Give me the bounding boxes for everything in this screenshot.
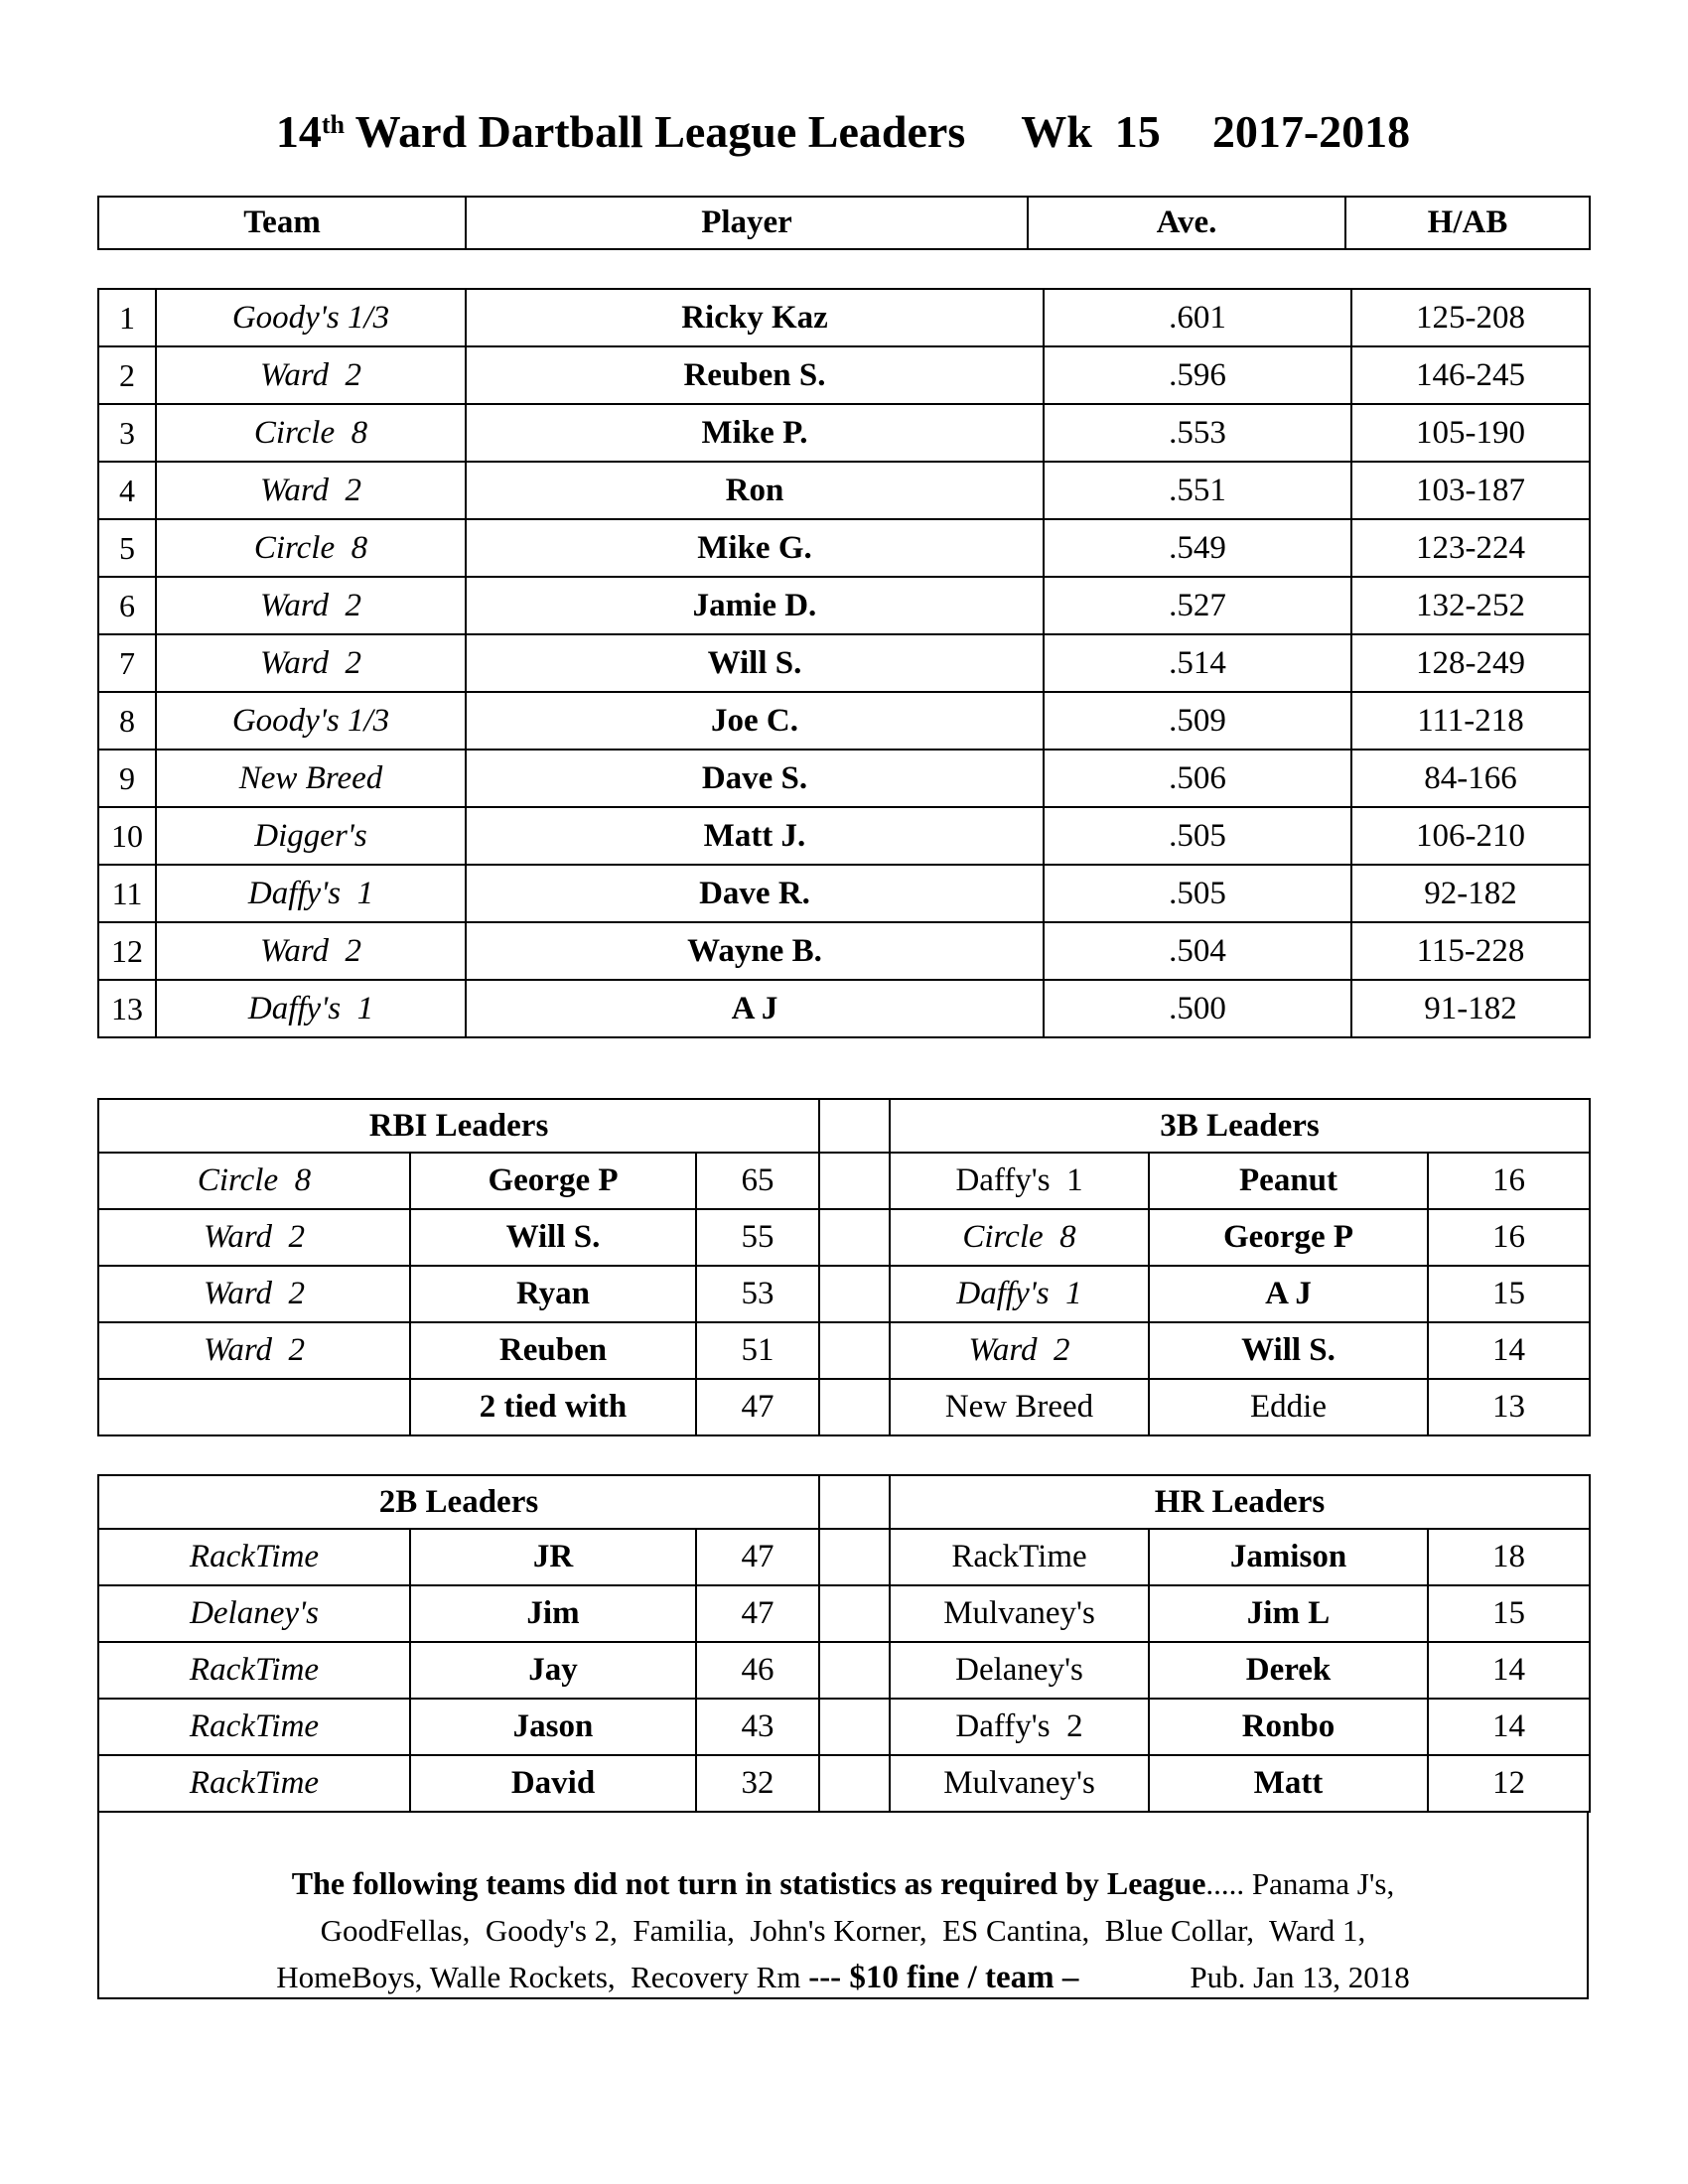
player-cell: Matt J.: [466, 807, 1044, 865]
gap-cell: [819, 1379, 890, 1435]
ave-cell: .504: [1044, 922, 1351, 980]
gap-cell: [819, 1699, 890, 1755]
standings-row: [98, 519, 1590, 577]
player-cell: Wayne B.: [466, 922, 1044, 980]
leader-value-cell: 16: [1428, 1209, 1590, 1266]
team-cell: Daffy's 1: [156, 980, 466, 1037]
footer-line-1: [99, 1860, 1587, 1907]
leaders-row: [98, 1209, 1590, 1266]
leaders-row: [98, 1379, 1590, 1435]
player-cell: Mike G.: [466, 519, 1044, 577]
team-cell: Circle 8: [156, 404, 466, 462]
leader-value-cell: 51: [696, 1322, 819, 1379]
leader-player-cell: Jim: [410, 1585, 696, 1642]
leader-team-cell: Daffy's 1: [890, 1153, 1149, 1209]
leader-value-cell: 16: [1428, 1153, 1590, 1209]
title-rest: Ward Dartball League Leaders: [344, 106, 966, 157]
leader-value-cell: 65: [696, 1153, 819, 1209]
leader-player-cell: JR: [410, 1529, 696, 1585]
leader-player-cell: Eddie: [1149, 1379, 1428, 1435]
rank-cell: 2: [98, 346, 156, 404]
hab-cell: 128-249: [1351, 634, 1590, 692]
leader-value-cell: 14: [1428, 1322, 1590, 1379]
standings-row: [98, 807, 1590, 865]
leader-player-cell: Reuben: [410, 1322, 696, 1379]
title-week: Wk 15: [1021, 106, 1161, 157]
team-header-cell: Team: [98, 197, 466, 249]
footer-line-3: [99, 1954, 1587, 2001]
ave-cell: .505: [1044, 865, 1351, 922]
standings-row: [98, 577, 1590, 634]
team-cell: Digger's: [156, 807, 466, 865]
leaders-header-row: [98, 1099, 1590, 1153]
player-cell: Mike P.: [466, 404, 1044, 462]
title-ordinal: th: [321, 110, 345, 139]
rank-cell: 4: [98, 462, 156, 519]
leader-player-cell: Jay: [410, 1642, 696, 1699]
leader-team-cell: Delaney's: [890, 1642, 1149, 1699]
leader-player-cell: Peanut: [1149, 1153, 1428, 1209]
footer-line-2: GoodFellas, Goody's 2, Familia, John's Korner, ES Cantina, Blue Collar, Ward 1,: [320, 1913, 1366, 1948]
leader-player-cell: Ronbo: [1149, 1699, 1428, 1755]
leader-team-cell: Ward 2: [890, 1322, 1149, 1379]
standings-row: [98, 289, 1590, 346]
leader-player-cell: George P: [410, 1153, 696, 1209]
team-cell: Daffy's 1: [156, 865, 466, 922]
leader-value-cell: 32: [696, 1755, 819, 1812]
ave-cell: .553: [1044, 404, 1351, 462]
player-cell: Dave R.: [466, 865, 1044, 922]
leader-player-cell: Jamison: [1149, 1529, 1428, 1585]
standings-row: [98, 634, 1590, 692]
rank-cell: 10: [98, 807, 156, 865]
ave-cell: .506: [1044, 750, 1351, 807]
standings-row: [98, 692, 1590, 750]
standings-row: [98, 865, 1590, 922]
rank-cell: 1: [98, 289, 156, 346]
leader-value-cell: 15: [1428, 1266, 1590, 1322]
leaders-header-row: [98, 1475, 1590, 1529]
gap-cell: [819, 1099, 890, 1153]
leader-team-cell: Ward 2: [98, 1266, 410, 1322]
player-cell: Reuben S.: [466, 346, 1044, 404]
ave-cell: .514: [1044, 634, 1351, 692]
rbi-3b-leaders-table: [97, 1098, 1591, 1436]
team-cell: Ward 2: [156, 922, 466, 980]
player-cell: Will S.: [466, 634, 1044, 692]
leader-team-cell: Circle 8: [98, 1153, 410, 1209]
rank-cell: 5: [98, 519, 156, 577]
team-cell: Ward 2: [156, 577, 466, 634]
title-text: [276, 106, 965, 157]
leader-value-cell: 18: [1428, 1529, 1590, 1585]
leader-player-cell: George P: [1149, 1209, 1428, 1266]
leader-value-cell: 12: [1428, 1755, 1590, 1812]
leader-team-cell: Circle 8: [890, 1209, 1149, 1266]
gap-cell: [819, 1755, 890, 1812]
threeb-leaders-title: 3B Leaders: [890, 1099, 1590, 1153]
ave-cell: .551: [1044, 462, 1351, 519]
leader-team-cell: Daffy's 1: [890, 1266, 1149, 1322]
leader-value-cell: 47: [696, 1529, 819, 1585]
player-cell: Joe C.: [466, 692, 1044, 750]
leader-player-cell: Will S.: [410, 1209, 696, 1266]
title-number: 14: [275, 106, 322, 157]
leader-value-cell: 46: [696, 1642, 819, 1699]
leader-player-cell: Jim L: [1149, 1585, 1428, 1642]
hab-header-cell: H/AB: [1345, 197, 1590, 249]
leader-value-cell: 15: [1428, 1585, 1590, 1642]
leader-team-cell: [98, 1379, 410, 1435]
leader-team-cell: RackTime: [98, 1529, 410, 1585]
leaders-row: [98, 1755, 1590, 1812]
hab-cell: 123-224: [1351, 519, 1590, 577]
footer-line-3-bold: --- $10 fine / team –: [808, 1960, 1079, 1995]
gap-cell: [819, 1642, 890, 1699]
standings-header-row: [98, 197, 1590, 249]
leader-value-cell: 14: [1428, 1699, 1590, 1755]
leaders-row: [98, 1585, 1590, 1642]
team-cell: Ward 2: [156, 634, 466, 692]
gap-cell: [819, 1585, 890, 1642]
leader-player-cell: Matt: [1149, 1755, 1428, 1812]
leader-team-cell: New Breed: [890, 1379, 1149, 1435]
ave-cell: .596: [1044, 346, 1351, 404]
team-cell: Goody's 1/3: [156, 692, 466, 750]
footer-line-1-bold: The following teams did not turn in statistics as required by League: [291, 1865, 1206, 1901]
ave-cell: .601: [1044, 289, 1351, 346]
title-season: 2017-2018: [1211, 106, 1411, 157]
rank-cell: 11: [98, 865, 156, 922]
player-cell: Jamie D.: [466, 577, 1044, 634]
rank-cell: 7: [98, 634, 156, 692]
standings-row: [98, 462, 1590, 519]
hab-cell: 146-245: [1351, 346, 1590, 404]
leader-player-cell: Jason: [410, 1699, 696, 1755]
rank-cell: 6: [98, 577, 156, 634]
leaders-row: [98, 1266, 1590, 1322]
team-cell: Ward 2: [156, 346, 466, 404]
gap-cell: [819, 1266, 890, 1322]
rank-cell: 9: [98, 750, 156, 807]
leader-value-cell: 13: [1428, 1379, 1590, 1435]
leader-value-cell: 55: [696, 1209, 819, 1266]
footer-note-box: [97, 1811, 1589, 1999]
rbi-leaders-title: RBI Leaders: [98, 1099, 819, 1153]
rank-cell: 13: [98, 980, 156, 1037]
standings-row: [98, 922, 1590, 980]
twob-hr-leaders-table: [97, 1474, 1591, 1813]
rank-cell: 3: [98, 404, 156, 462]
leader-player-cell: Will S.: [1149, 1322, 1428, 1379]
leaders-row: [98, 1322, 1590, 1379]
hab-cell: 92-182: [1351, 865, 1590, 922]
gap-cell: [819, 1153, 890, 1209]
leaders-row: [98, 1699, 1590, 1755]
gap-cell: [819, 1322, 890, 1379]
leader-team-cell: Delaney's: [98, 1585, 410, 1642]
standings-row: [98, 404, 1590, 462]
hab-cell: 105-190: [1351, 404, 1590, 462]
leader-team-cell: RackTime: [98, 1755, 410, 1812]
leaders-row: [98, 1153, 1590, 1209]
twob-leaders-title: 2B Leaders: [98, 1475, 819, 1529]
leaders-row: [98, 1529, 1590, 1585]
leader-team-cell: Ward 2: [98, 1209, 410, 1266]
ave-cell: .500: [1044, 980, 1351, 1037]
hab-cell: 103-187: [1351, 462, 1590, 519]
player-cell: Dave S.: [466, 750, 1044, 807]
rank-cell: 8: [98, 692, 156, 750]
hab-cell: 84-166: [1351, 750, 1590, 807]
team-cell: Circle 8: [156, 519, 466, 577]
gap-cell: [819, 1475, 890, 1529]
leader-team-cell: RackTime: [98, 1699, 410, 1755]
leader-player-cell: 2 tied with: [410, 1379, 696, 1435]
gap-cell: [819, 1529, 890, 1585]
leader-team-cell: Daffy's 2: [890, 1699, 1149, 1755]
footer-line-1-regular: ..... Panama J's,: [1205, 1866, 1395, 1901]
hab-cell: 115-228: [1351, 922, 1590, 980]
standings-table: [97, 288, 1591, 1038]
footer-pub-date: Pub. Jan 13, 2018: [1190, 1960, 1410, 1994]
leader-team-cell: Mulvaney's: [890, 1755, 1149, 1812]
page-title: [97, 95, 1589, 162]
hab-cell: 91-182: [1351, 980, 1590, 1037]
leader-player-cell: David: [410, 1755, 696, 1812]
leader-value-cell: 53: [696, 1266, 819, 1322]
team-cell: New Breed: [156, 750, 466, 807]
ave-cell: .509: [1044, 692, 1351, 750]
player-cell: A J: [466, 980, 1044, 1037]
leader-team-cell: RackTime: [98, 1642, 410, 1699]
footer-line-3-regular: HomeBoys, Walle Rockets, Recovery Rm: [276, 1960, 809, 1994]
leader-player-cell: A J: [1149, 1266, 1428, 1322]
player-cell: Ron: [466, 462, 1044, 519]
standings-row: [98, 346, 1590, 404]
hr-leaders-title: HR Leaders: [890, 1475, 1590, 1529]
ave-cell: .505: [1044, 807, 1351, 865]
leader-value-cell: 47: [696, 1379, 819, 1435]
player-header-cell: Player: [466, 197, 1028, 249]
standings-row: [98, 750, 1590, 807]
leader-player-cell: Ryan: [410, 1266, 696, 1322]
rank-cell: 12: [98, 922, 156, 980]
team-cell: Ward 2: [156, 462, 466, 519]
team-cell: Goody's 1/3: [156, 289, 466, 346]
hab-cell: 132-252: [1351, 577, 1590, 634]
hab-cell: 125-208: [1351, 289, 1590, 346]
ave-header-cell: Ave.: [1028, 197, 1345, 249]
ave-cell: .527: [1044, 577, 1351, 634]
standings-row: [98, 980, 1590, 1037]
leader-team-cell: Mulvaney's: [890, 1585, 1149, 1642]
ave-cell: .549: [1044, 519, 1351, 577]
player-cell: Ricky Kaz: [466, 289, 1044, 346]
leader-value-cell: 43: [696, 1699, 819, 1755]
leader-player-cell: Derek: [1149, 1642, 1428, 1699]
gap-cell: [819, 1209, 890, 1266]
hab-cell: 106-210: [1351, 807, 1590, 865]
leader-value-cell: 47: [696, 1585, 819, 1642]
standings-header-table: [97, 196, 1591, 250]
hab-cell: 111-218: [1351, 692, 1590, 750]
leader-team-cell: Ward 2: [98, 1322, 410, 1379]
leader-team-cell: RackTime: [890, 1529, 1149, 1585]
leader-value-cell: 14: [1428, 1642, 1590, 1699]
leaders-row: [98, 1642, 1590, 1699]
